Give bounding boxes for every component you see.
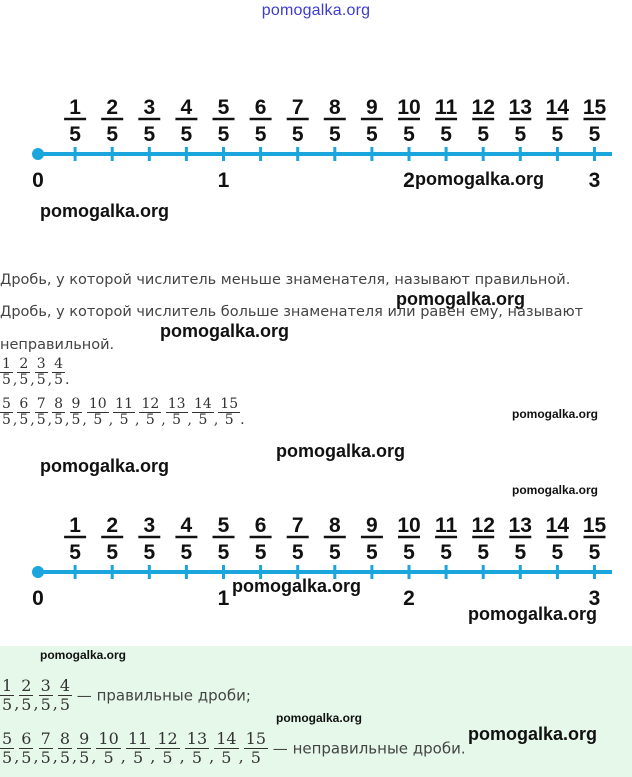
tick-denominator: 5 <box>551 541 564 564</box>
answer-improper-fractions <box>0 731 466 766</box>
watermark: pomogalka.org <box>396 289 526 309</box>
fraction <box>0 678 14 713</box>
site-watermark-top: pomogalka.org <box>261 2 371 19</box>
watermark: pomogalka.org <box>40 648 127 662</box>
tick-denominator: 5 <box>551 123 564 146</box>
tick-numerator: 5 <box>217 514 230 537</box>
fraction <box>155 731 179 766</box>
tick-denominator: 5 <box>477 541 490 564</box>
numerator: 14 <box>194 396 212 412</box>
tick-numerator: 12 <box>471 96 495 119</box>
denominator: 5 <box>214 748 238 767</box>
denominator: 5 <box>59 747 71 767</box>
watermark: pomogalka.org <box>415 169 545 189</box>
tick-denominator: 5 <box>291 123 304 146</box>
proper-fractions-list <box>0 357 70 388</box>
tick-numerator: 11 <box>434 514 458 537</box>
denominator: 5 <box>54 371 64 388</box>
tick-numerator: 5 <box>217 96 230 119</box>
tick-denominator: 5 <box>217 541 230 564</box>
improper-definition-line-2: неправильной. <box>0 337 115 353</box>
improper-definition-line-1: Дробь, у которой числитель больше знаменателя или равен ему, называют <box>0 304 584 320</box>
fraction <box>0 357 13 388</box>
numerator: 12 <box>141 396 160 412</box>
denominator: 5 <box>19 411 29 428</box>
tick-denominator: 5 <box>440 123 452 146</box>
numerator: 4 <box>59 676 71 695</box>
tick-numerator: 9 <box>366 96 378 119</box>
tick-numerator: 2 <box>106 96 119 119</box>
denominator: 5 <box>185 748 209 767</box>
fraction <box>0 397 13 428</box>
tick-numerator: 7 <box>291 514 304 537</box>
numerator: 13 <box>186 729 208 748</box>
denominator: 5 <box>79 747 90 767</box>
fraction <box>185 731 209 766</box>
answer-label: — правильные дроби; <box>72 686 251 705</box>
separator: , <box>82 412 87 429</box>
denominator: 5 <box>218 412 240 428</box>
tick-denominator: 5 <box>217 123 230 146</box>
denominator: 5 <box>2 694 13 714</box>
tick-denominator: 5 <box>254 123 267 146</box>
separator: , <box>150 747 156 767</box>
denominator: 5 <box>113 412 135 428</box>
tick-denominator: 5 <box>69 123 81 146</box>
watermark: pomogalka.org <box>512 483 599 497</box>
fraction <box>113 397 135 428</box>
fraction <box>58 731 72 766</box>
numerator: 9 <box>79 729 90 748</box>
denominator: 5 <box>96 748 120 767</box>
denominator: 5 <box>139 412 161 428</box>
numerator: 7 <box>40 729 51 748</box>
fraction <box>35 357 48 388</box>
denominator: 5 <box>59 694 71 714</box>
fraction <box>58 678 72 713</box>
separator: . <box>240 412 245 429</box>
numerator: 3 <box>40 676 51 695</box>
denominator: 5 <box>54 411 64 428</box>
denominator: 5 <box>21 747 32 767</box>
separator: , <box>134 412 140 429</box>
separator: , <box>52 747 58 767</box>
denominator: 5 <box>244 748 268 767</box>
numerator: 7 <box>36 396 46 412</box>
tick-denominator: 5 <box>291 541 304 564</box>
tick-denominator: 5 <box>328 541 341 564</box>
numerator: 13 <box>167 396 186 412</box>
fraction <box>17 357 30 388</box>
fraction <box>77 731 91 766</box>
watermark: pomogalka.org <box>276 441 406 461</box>
watermark: pomogalka.org <box>468 724 598 744</box>
tick-numerator: 2 <box>106 514 119 537</box>
separator: , <box>108 412 114 429</box>
tick-numerator: 8 <box>328 514 341 537</box>
separator: , <box>91 747 97 767</box>
tick-numerator: 3 <box>143 96 156 119</box>
denominator: 5 <box>192 412 214 428</box>
integer-label: 2 <box>403 169 415 192</box>
watermark: pomogalka.org <box>512 407 599 421</box>
tick-numerator: 4 <box>180 514 193 537</box>
tick-numerator: 1 <box>69 96 81 119</box>
tick-denominator: 5 <box>403 123 415 146</box>
tick-numerator: 10 <box>397 96 421 119</box>
denominator: 5 <box>2 747 13 767</box>
separator: , <box>187 412 192 429</box>
watermark: pomogalka.org <box>276 711 363 725</box>
tick-denominator: 5 <box>328 123 341 146</box>
separator: , <box>52 694 58 714</box>
fraction <box>70 397 83 428</box>
separator: , <box>47 372 53 389</box>
answer-label: — неправильные дроби. <box>268 739 466 758</box>
separator: , <box>65 412 70 429</box>
denominator: 5 <box>2 371 11 388</box>
separator: , <box>120 747 126 767</box>
tick-denominator: 5 <box>588 541 601 564</box>
tick-numerator: 12 <box>471 514 495 537</box>
separator: , <box>33 747 39 767</box>
answer-proper-fractions <box>0 678 251 713</box>
tick-denominator: 5 <box>106 123 119 146</box>
numerator: 3 <box>36 356 46 372</box>
separator: . <box>65 372 70 389</box>
separator: , <box>33 694 39 714</box>
tick-numerator: 14 <box>545 514 570 537</box>
fraction <box>39 678 53 713</box>
tick-denominator: 5 <box>143 541 156 564</box>
numerator: 15 <box>220 396 239 412</box>
fraction <box>39 731 53 766</box>
numerator: 15 <box>245 729 267 748</box>
tick-numerator: 4 <box>180 96 193 119</box>
fraction <box>139 397 161 428</box>
fraction <box>52 357 65 388</box>
fraction <box>0 731 14 766</box>
numerator: 6 <box>21 729 32 748</box>
numerator: 4 <box>54 356 64 372</box>
numerator: 11 <box>127 729 149 748</box>
integer-label: 3 <box>588 169 601 192</box>
origin-point <box>32 148 44 160</box>
tick-numerator: 11 <box>434 96 458 119</box>
denominator: 5 <box>40 747 51 767</box>
fraction <box>244 731 268 766</box>
integer-label: 2 <box>403 587 415 610</box>
tick-numerator: 6 <box>254 96 267 119</box>
tick-numerator: 7 <box>291 96 304 119</box>
numerator: 8 <box>54 396 64 412</box>
numerator: 8 <box>59 729 71 748</box>
fraction <box>214 731 238 766</box>
numerator: 2 <box>19 356 29 372</box>
integer-label: 1 <box>217 587 230 610</box>
denominator: 5 <box>71 411 81 428</box>
integer-label: 0 <box>32 169 44 192</box>
denominator: 5 <box>126 748 150 767</box>
separator: , <box>209 747 215 767</box>
watermark: pomogalka.org <box>40 456 170 476</box>
separator: , <box>179 747 185 767</box>
denominator: 5 <box>36 371 46 388</box>
separator: , <box>213 412 219 429</box>
fraction <box>218 397 240 428</box>
tick-denominator: 5 <box>440 541 452 564</box>
tick-denominator: 5 <box>514 541 527 564</box>
separator: , <box>30 372 35 389</box>
denominator: 5 <box>36 411 46 428</box>
origin-point <box>32 566 44 578</box>
separator: , <box>238 747 244 767</box>
tick-denominator: 5 <box>143 123 156 146</box>
fraction <box>19 678 33 713</box>
denominator: 5 <box>155 748 179 767</box>
separator: , <box>72 747 78 767</box>
tick-numerator: 15 <box>582 514 607 537</box>
tick-numerator: 9 <box>366 514 378 537</box>
proper-definition: Дробь, у которой числитель меньше знаменателя, называют правильной. <box>0 272 571 288</box>
tick-denominator: 5 <box>366 541 378 564</box>
separator: , <box>14 694 20 714</box>
denominator: 5 <box>166 412 188 428</box>
tick-denominator: 5 <box>514 123 527 146</box>
watermark: pomogalka.org <box>232 576 362 596</box>
fraction <box>192 397 214 428</box>
numerator: 10 <box>88 396 107 412</box>
numerator: 11 <box>115 396 133 412</box>
tick-denominator: 5 <box>180 123 193 146</box>
tick-denominator: 5 <box>477 123 490 146</box>
integer-label: 3 <box>588 587 601 610</box>
numerator: 2 <box>21 676 32 695</box>
numerator: 12 <box>157 729 178 748</box>
separator: , <box>12 372 18 389</box>
numerator: 10 <box>98 729 119 748</box>
numerator: 5 <box>2 729 13 748</box>
tick-denominator: 5 <box>254 541 267 564</box>
tick-denominator: 5 <box>180 541 193 564</box>
numerator: 9 <box>71 396 81 412</box>
tick-numerator: 6 <box>254 514 267 537</box>
tick-numerator: 1 <box>69 514 81 537</box>
watermark: pomogalka.org <box>40 201 170 221</box>
tick-denominator: 5 <box>588 123 601 146</box>
fraction <box>19 731 33 766</box>
tick-numerator: 15 <box>582 96 607 119</box>
tick-denominator: 5 <box>403 541 415 564</box>
denominator: 5 <box>19 371 29 388</box>
fraction <box>96 731 120 766</box>
separator: , <box>47 412 53 429</box>
denominator: 5 <box>21 694 32 714</box>
separator: , <box>161 412 166 429</box>
tick-denominator: 5 <box>366 123 378 146</box>
tick-numerator: 13 <box>508 514 532 537</box>
tick-numerator: 10 <box>397 514 421 537</box>
separator: , <box>30 412 35 429</box>
numerator: 1 <box>2 676 13 695</box>
tick-denominator: 5 <box>106 541 119 564</box>
numerator: 5 <box>2 396 11 412</box>
fraction <box>166 397 188 428</box>
fraction <box>52 397 65 428</box>
denominator: 5 <box>87 412 109 428</box>
numerator: 1 <box>2 356 11 372</box>
tick-numerator: 8 <box>328 96 341 119</box>
fraction <box>87 397 109 428</box>
tick-numerator: 3 <box>143 514 156 537</box>
separator: , <box>14 747 20 767</box>
separator: , <box>12 412 18 429</box>
integer-label: 1 <box>217 169 230 192</box>
improper-fractions-list <box>0 397 245 428</box>
fraction <box>17 397 30 428</box>
fraction <box>35 397 48 428</box>
tick-denominator: 5 <box>69 541 81 564</box>
fraction <box>126 731 150 766</box>
watermark: pomogalka.org <box>468 604 598 624</box>
numerator: 6 <box>19 396 29 412</box>
number-line-2 <box>20 504 620 614</box>
watermark: pomogalka.org <box>160 321 290 341</box>
tick-numerator: 14 <box>545 96 570 119</box>
denominator: 5 <box>2 411 11 428</box>
denominator: 5 <box>40 694 51 714</box>
integer-label: 0 <box>32 587 44 610</box>
tick-numerator: 13 <box>508 96 532 119</box>
numerator: 14 <box>216 729 237 748</box>
